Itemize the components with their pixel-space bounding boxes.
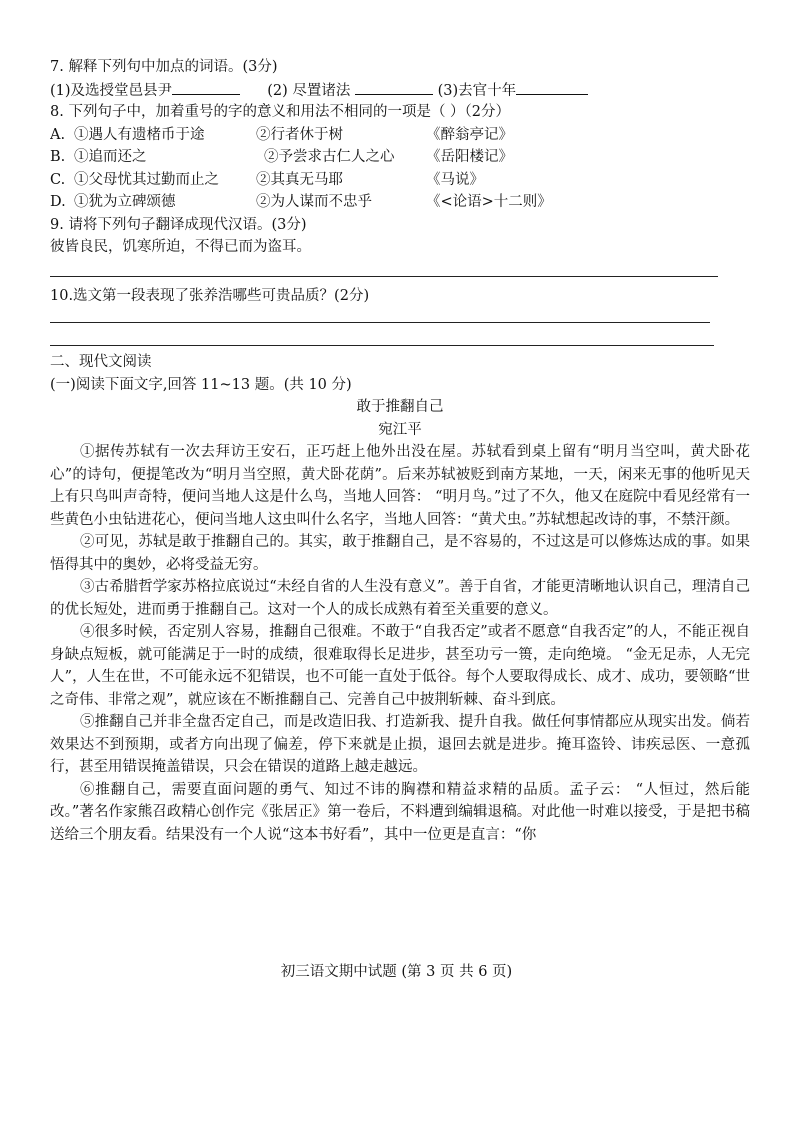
q7-title: 7. 解释下列句中加点的词语。(3分): [50, 59, 278, 75]
q8-title: 8. 下列句子中，加着重号的字的意义和用法不相同的一项是（ ）（2分）: [50, 104, 511, 120]
q7-items: [50, 79, 750, 102]
q7-blank-2[interactable]: [355, 79, 433, 95]
q10-title: 10.选文第一段表现了张养浩哪些可贵品质？(2分): [50, 287, 370, 304]
paragraph-5: ⑤推翻自己并非全盘否定自己，而是改造旧我、打造新我、提升自我。做任何事情都应从现实出发。倘若效果达不到预期，或者方向出现了偏差，停下来就是止损，退回去就是进步。掩耳盗铃、讳疾忌医、一意孤行，甚至用错误掩盖错误，只会在错误的道路上越走越远。: [50, 714, 750, 775]
q7-item-2: (2) 尽置诸法: [267, 82, 351, 99]
section-sub: (一)阅读下面文字,回答 11~13 题。(共 10 分): [50, 376, 352, 393]
page-footer: 初三语文期中试题 (第 3 页 共 6 页): [280, 964, 513, 980]
q7-blank-1[interactable]: [172, 79, 240, 95]
q8-option-b: B. ①追而还之 ②予尝求古仁人之心 《岳阳楼记》: [50, 149, 513, 165]
article-author: 宛江平: [378, 421, 422, 438]
paragraph-6: ⑥推翻自己，需要直面问题的勇气、知过不讳的胸襟和精益求精的品质。孟子云： “人恒过，然后能改。”著名作家熊召政精心创作完《张居正》第一卷后，不料遭到编辑退稿。对此他一时难以接受，于是把书稿送给三个朋友看。结果没有一个人说“这本书好看”，其中一位更是直言：“你: [50, 781, 750, 843]
q7-item-1: (1)及选授堂邑县尹: [50, 82, 173, 99]
q9-title: 9. 请将下列句子翻译成现代汉语。(3分): [50, 216, 307, 233]
q9-sentence: 彼皆良民，饥寒所迫，不得已而为盗耳。: [50, 239, 311, 255]
section-heading: 二、现代文阅读: [50, 354, 152, 370]
paragraph-3: ③古希腊哲学家苏格拉底说过“未经自省的人生没有意义”。善于自省，才能更清晰地认识自己，理清自己的优长短处，进而勇于推翻自己。这对一个人的成长成熟有着至关重要的意义。: [50, 579, 750, 618]
q8-option-c: C. ①父母忧其过勤而止之 ②其真无马耶 《马说》: [50, 171, 484, 188]
paragraph-4: ④很多时候，否定别人容易，推翻自己很难。不敢于“自我否定”或者不愿意“自我否定”的人，不能正视自身缺点短板，就可能满足于一时的成绩，很难取得长足进步，甚至功亏一篑，走向绝境。 “金无足赤，人无完人”，人生在世，不可能永远不犯错误，也不可能一直处于低谷。每个人要取得成长、成才、成功，要领略“世之奇伟、非常之观”，就应该在不断推翻自己、完善自己中披荆斩棘、奋斗到底。: [50, 624, 750, 708]
paragraph-2: ②可见，苏轼是敢于推翻自己的。其实，敢于推翻自己，是不容易的，不过这是可以修炼达成的事。如果悟得其中的奥妙，必将受益无穷。: [50, 534, 750, 573]
q7-item-3: (3)去官十年: [437, 82, 517, 99]
q8-option-a: A. ①遇人有遗楮币于途 ②行者休于树 《醉翁亭记》: [50, 126, 513, 143]
paragraph-1: ①据传苏轼有一次去拜访王安石，正巧赶上他外出没在屋。苏轼看到桌上留有“明月当空叫，黄犬卧花心”的诗句，便提笔改为“明月当空照，黄犬卧花荫”。后来苏轼被贬到南方某地，一天，闲来无事的他听见天上有只鸟叫声奇特，便问当地人这是什么鸟，当地人回答： “明月鸟。”过了不久，他又在庭院中看见经常有一些黄色小虫钻进花心，便问当地人这虫叫什么名字，当地人回答：“黄犬虫。”苏轼想起改诗的事，不禁汗颜。: [50, 444, 750, 528]
q7-blank-3[interactable]: [516, 79, 588, 95]
q8-option-d: D. ①犹为立碑颂德 ②为人谋而不忠乎 《<论语>十二则》: [50, 194, 552, 210]
article-title: 敢于推翻自己: [356, 399, 444, 415]
exam-page: [50, 56, 750, 846]
